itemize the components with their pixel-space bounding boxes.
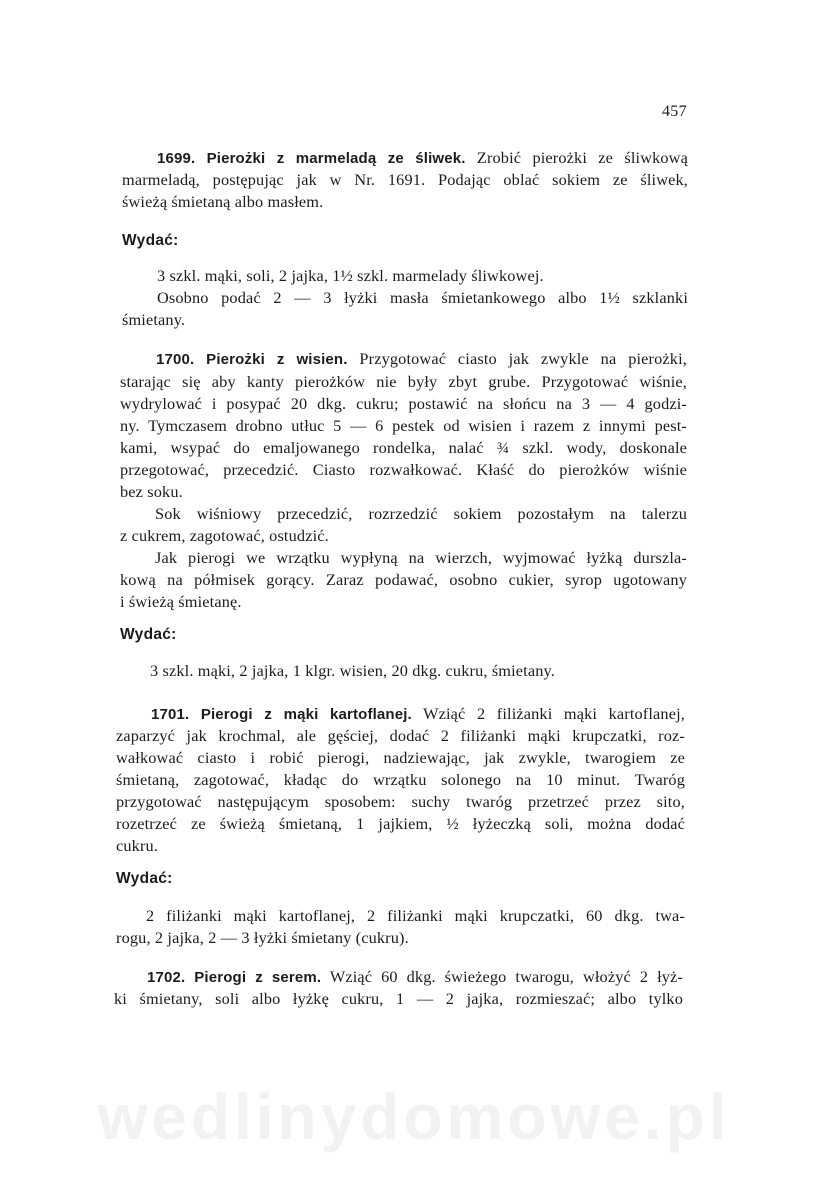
recipe-1701-line-1	[151, 703, 685, 726]
recipe-1701-line-2: zaparzyć jak krochmal, ale gęściej, dodać 2 filiżanki mąki krupczatki, roz-	[116, 726, 685, 745]
recipe-1699-ingredients-line-3: śmietany.	[122, 310, 186, 329]
recipe-1700-line-6: przegotować, przecedzić. Ciasto rozwałkować. Kłaść do pierożków wiśnie	[120, 460, 687, 479]
recipe-1701-number: 1701.	[151, 706, 190, 723]
recipe-1701-ingredients-line-1: 2 filiżanki mąki kartoflanej, 2 filiżanki mąki krupczatki, 60 dkg. twa-	[146, 906, 685, 925]
recipe-1702-title: Pierogi z serem.	[194, 969, 322, 986]
recipe-1701-title: Pierogi z mąki kartoflanej.	[200, 706, 412, 723]
recipe-1700-line-9: z cukrem, zagotować, ostudzić.	[120, 526, 329, 545]
recipe-1701-ingredients-line-2: rogu, 2 jajka, 2 — 3 łyżki śmietany (cukru).	[116, 928, 409, 947]
recipe-1701-line-6: rozetrzeć ze świeżą śmietaną, 1 jajkiem, ½ łyżeczką soli, można dodać	[116, 814, 685, 833]
recipe-1699-ingredients-line-1: 3 szkl. mąki, soli, 2 jajka, 1½ szkl. marmelady śliwkowej.	[157, 266, 544, 285]
recipe-1700-line-5: kami, wsypać do emaljowanego rondelka, nalać ¾ szkl. wody, doskonale	[120, 438, 687, 457]
recipe-1700-line-10: Jak pierogi we wrzątku wypłyną na wierzch, wyjmować łyżką durszla-	[155, 548, 687, 567]
recipe-1699-yield-heading: Wydać:	[122, 232, 179, 249]
recipe-1701-yield-heading: Wydać:	[116, 870, 173, 887]
recipe-1700-line-8: Sok wiśniowy przecedzić, rozrzedzić sokiem pozostałym na talerzu	[155, 504, 687, 523]
recipe-1700-line-4: ny. Tymczasem drobno utłuc 5 — 6 pestek od wisien i razem z innymi pest-	[120, 416, 687, 435]
recipe-1701-line-3: wałkować ciasto i robić pierogi, nadziewając, jak zwykle, twarogiem ze	[116, 748, 685, 767]
recipe-1701-line-4: śmietaną, zagotować, kładąc do wrzątku solonego na 10 minut. Twaróg	[116, 770, 685, 789]
recipe-1702-number: 1702.	[147, 969, 186, 986]
recipe-1700-line-3: wydrylować i posypać 20 dkg. cukru; postawić na słońcu na 3 — 4 godzi-	[120, 394, 687, 413]
watermark: wedlinydomowe.pl	[97, 1081, 731, 1153]
recipe-1701-text: Wziąć 2 filiżanki mąki kartoflanej,	[411, 704, 685, 723]
recipe-1700-line-11: kową na półmisek gorący. Zaraz podawać, osobno cukier, syrop ugotowany	[120, 570, 687, 589]
recipe-1699-line-2: marmeladą, postępując jak w Nr. 1691. Podając oblać sokiem ze śliwek,	[122, 170, 688, 189]
recipe-1700-number: 1700.	[156, 351, 195, 368]
recipe-1700-line-2: starając się aby kanty pierożków nie były zbyt grube. Przygotować wiśnie,	[120, 372, 687, 391]
recipe-1702-text: Wziąć 60 dkg. świeżego twarogu, włożyć 2 łyż-	[321, 967, 683, 986]
recipe-1702-line-1	[147, 966, 683, 989]
recipe-1700-title: Pierożki z wisien.	[206, 351, 348, 368]
recipe-1700-ingredients-line-1: 3 szkl. mąki, 2 jajka, 1 klgr. wisien, 20 dkg. cukru, śmietany.	[150, 661, 555, 680]
recipe-1699-title: Pierożki z marmeladą ze śliwek.	[206, 150, 466, 167]
recipe-1699-ingredients-line-2: Osobno podać 2 — 3 łyżki masła śmietankowego albo 1½ szklanki	[157, 288, 688, 307]
recipe-1699-text: Zrobić pierożki ze śliwkową	[465, 148, 688, 167]
recipe-1699-number: 1699.	[157, 150, 196, 167]
recipe-1699-line-1	[157, 147, 688, 170]
recipe-1702-line-2: ki śmietany, soli albo łyżkę cukru, 1 — 2 jajka, rozmieszać; albo tylko	[114, 989, 683, 1008]
recipe-1700-yield-heading: Wydać:	[120, 626, 177, 643]
recipe-1700-line-1	[156, 348, 687, 371]
recipe-1701-line-5: przygotować następującym sposobem: suchy twaróg przetrzeć przez sito,	[116, 792, 685, 811]
recipe-1701-line-7: cukru.	[116, 836, 159, 855]
recipe-1700-line-7: bez soku.	[120, 482, 183, 501]
recipe-1700-line-12: i świeżą śmietanę.	[120, 592, 242, 611]
recipe-1700-text: Przygotować ciasto jak zwykle na pierożki,	[347, 349, 687, 368]
recipe-1699-line-3: świeżą śmietaną albo masłem.	[122, 192, 324, 211]
page-number: 457	[662, 103, 687, 120]
